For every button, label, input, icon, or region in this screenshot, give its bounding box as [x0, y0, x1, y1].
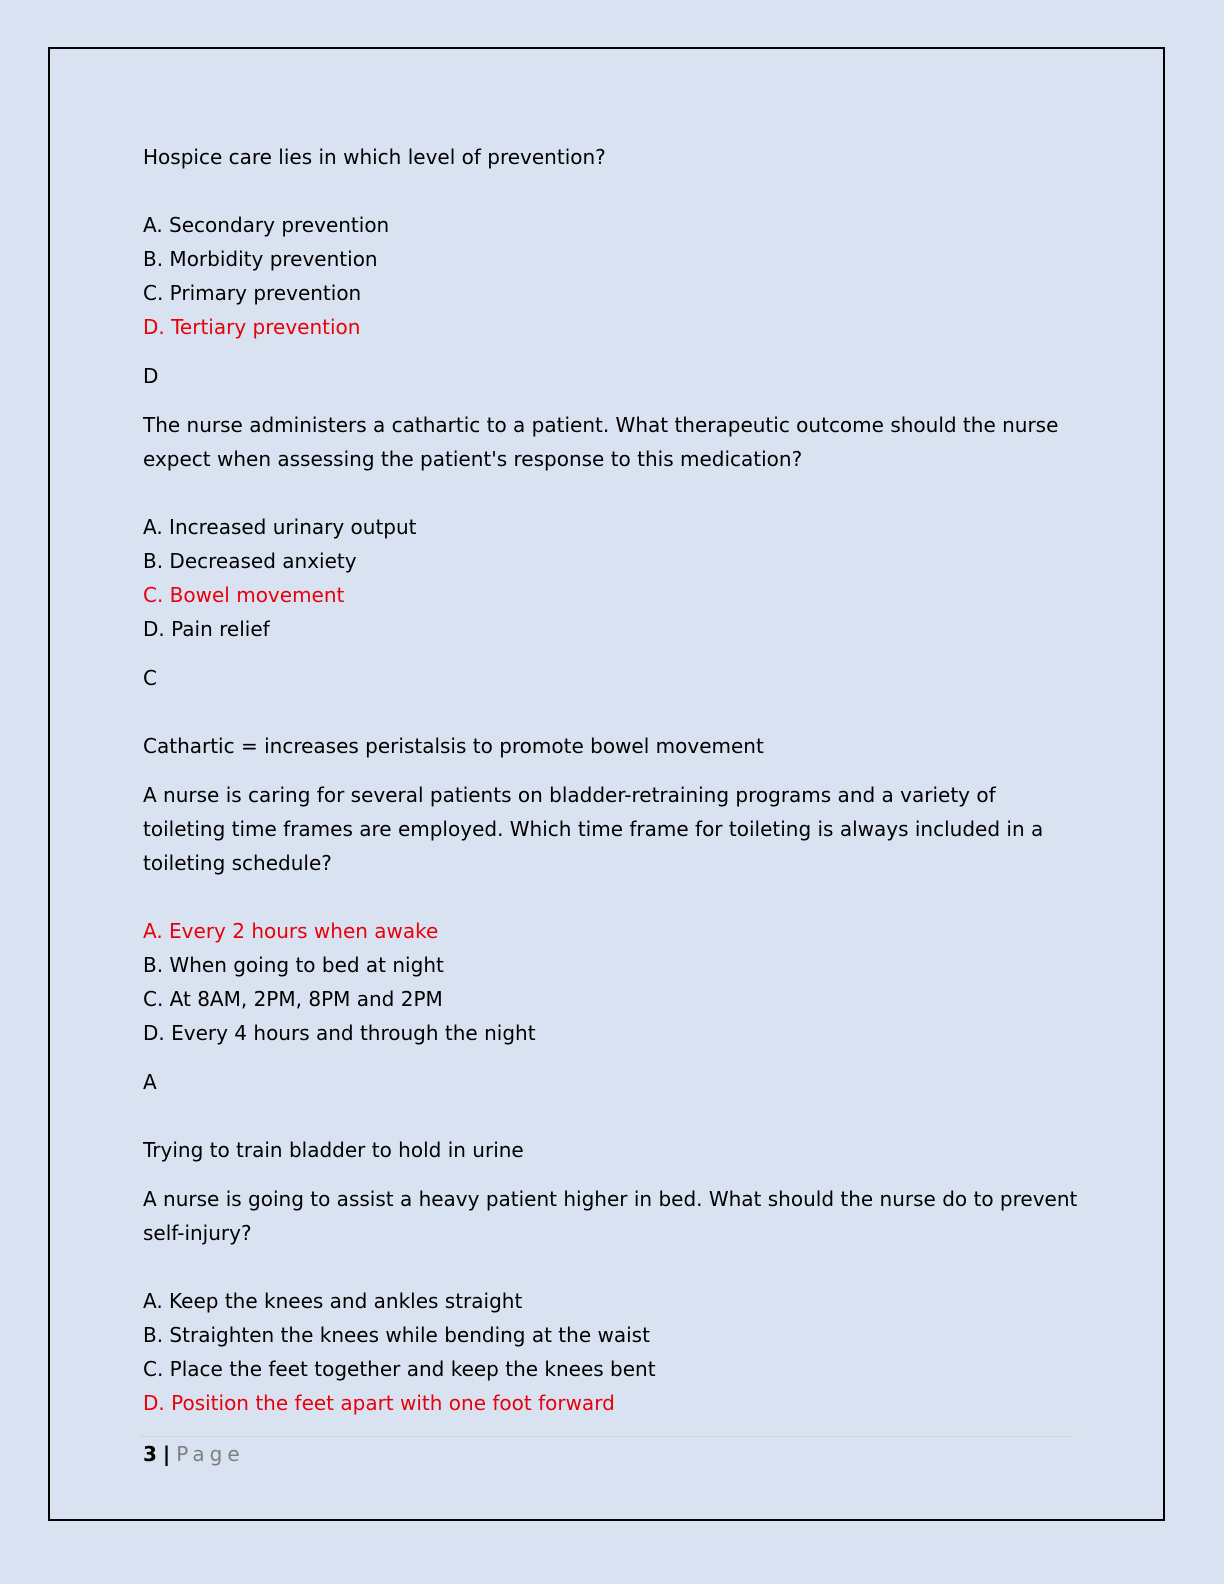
question-text: Hospice care lies in which level of prevention?	[143, 145, 606, 169]
answer-key: D	[143, 364, 159, 388]
answer-option: C. Primary prevention	[143, 281, 362, 305]
answer-option: A. Increased urinary output	[143, 515, 417, 539]
answer-option: D. Pain relief	[143, 617, 270, 641]
answer-rationale: Trying to train bladder to hold in urine	[143, 1138, 524, 1162]
answer-option: C. At 8AM, 2PM, 8PM and 2PM	[143, 987, 443, 1011]
answer-option: A. Secondary prevention	[143, 213, 390, 237]
correct-answer-option: A. Every 2 hours when awake	[143, 919, 439, 943]
page-label: Page	[176, 1442, 245, 1466]
question-text: A nurse is going to assist a heavy patient higher in bed. What should the nurse do to prevent self-injury?	[143, 1187, 1078, 1245]
footer-separator: |	[162, 1442, 171, 1466]
question-text: The nurse administers a cathartic to a patient. What therapeutic outcome should the nurse expect when assessing the patient's response to this medication?	[143, 413, 1059, 471]
correct-answer-option: D. Tertiary prevention	[143, 315, 361, 339]
page-footer	[143, 1440, 245, 1468]
footer-divider	[140, 1436, 1074, 1437]
answer-option: B. Morbidity prevention	[143, 247, 378, 271]
answer-option: B. When going to bed at night	[143, 953, 444, 977]
correct-answer-option: C. Bowel movement	[143, 583, 345, 607]
answer-option: D. Every 4 hours and through the night	[143, 1021, 536, 1045]
question-text: A nurse is caring for several patients on bladder-retraining programs and a variety of toileting time frames are employed. Which time frame for toileting is always included in a toileting schedule?	[143, 783, 1044, 875]
answer-key: C	[143, 666, 157, 690]
answer-rationale: Cathartic = increases peristalsis to promote bowel movement	[143, 734, 764, 758]
answer-option: B. Decreased anxiety	[143, 549, 357, 573]
answer-key: A	[143, 1070, 157, 1094]
page-content	[143, 140, 1083, 1420]
correct-answer-option: D. Position the feet apart with one foot forward	[143, 1391, 615, 1415]
answer-option: B. Straighten the knees while bending at the waist	[143, 1323, 650, 1347]
answer-option: A. Keep the knees and ankles straight	[143, 1289, 523, 1313]
answer-option: C. Place the feet together and keep the knees bent	[143, 1357, 656, 1381]
page-number: 3	[143, 1442, 157, 1466]
